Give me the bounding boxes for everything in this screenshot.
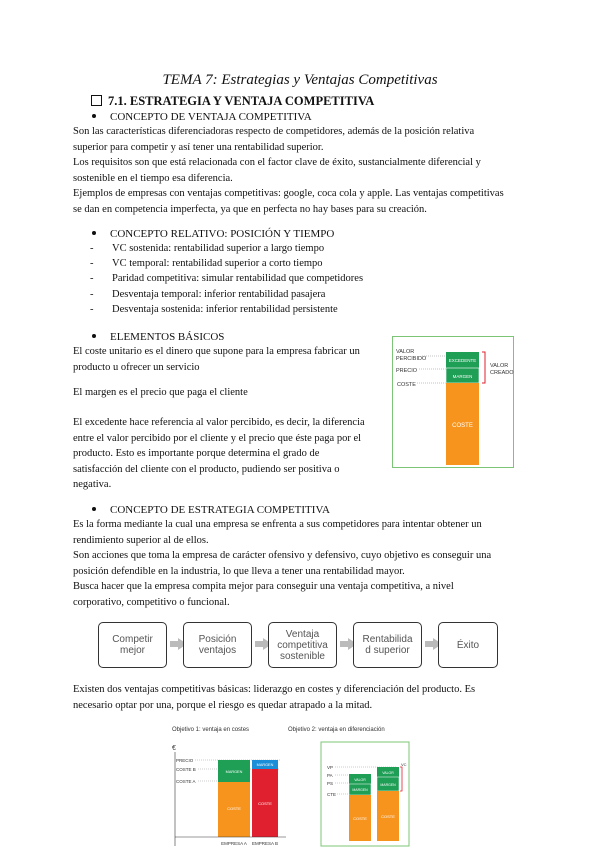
label-1-coste: COSTE	[353, 816, 367, 821]
label-b-coste: COSTE	[258, 801, 272, 806]
label-a-coste: COSTE	[227, 806, 241, 811]
label-coste-a: COSTE A	[176, 779, 196, 784]
bullet-icon	[92, 231, 96, 235]
bullet-heading-3: ELEMENTOS BÁSICOS	[92, 331, 224, 343]
paragraph-3b: El margen es el precio que paga el cliente	[73, 387, 248, 398]
paragraph-3c: El excedente hace referencia al valor percibido, es decir, la diferencia entre el valor percibido por el cliente y el precio que éste paga por el producto. Esto es importante porque determina el grado de satisfacción del cliente con el producto, pudiendo ser positiva o negativa.	[73, 417, 365, 491]
paragraph-4: Es la forma mediante la cual una empresa se enfrenta a sus competidores para intentar obtener un rendimiento superior al de ellos. Son acciones que toma la empresa de carácter ofensivo y defensivo, cuyo objetivo es conseguir una posición defendible en la industria, lo que lleva a tener una rentabilidad mayor. Busca hacer que la empresa compita mejor para conseguir una ventaja competitiva, a nivel corporativo, competitivo o funcional.	[73, 519, 492, 608]
label-excedente: EXCEDENTE	[448, 358, 477, 363]
label-empresa-b: EMPRESA B	[251, 841, 279, 846]
label-1-valor: VALOR	[354, 778, 366, 782]
label-2-coste: COSTE	[381, 814, 395, 819]
paragraph-1: Son las características diferenciadoras respecto de competidores, además de la posición relativa superior para competir y así tener una rentabilidad superior. Los requisitos son que está relacionada con el factor clave de éxito, sustancialmente diferencial y sostenible en el tiempo esa diferencia. Ejemplos de empresas con ventajas competitivas: google, coca cola y apple. Las ventajas competitivas se dan en competencia imperfecta, ya que en perfecta no hay bases para su creación.	[73, 126, 504, 215]
dash-list	[90, 241, 363, 317]
label-a-margen: MARGEN	[225, 770, 243, 774]
label-precio: PRECIO	[396, 368, 418, 374]
bullet-heading-2: CONCEPTO RELATIVO: POSICIÓN Y TIEMPO	[92, 228, 334, 240]
label-coste-left: COSTE	[397, 382, 416, 388]
objective-1-title: Objetivo 1: ventaja en costes	[172, 727, 250, 733]
objective-1-chart	[168, 722, 298, 848]
flow-step-5: Éxito	[438, 622, 498, 668]
page-title: TEMA 7: Estrategias y Ventajas Competitivas	[162, 72, 438, 88]
label-2-margen: MARGEN	[380, 783, 396, 787]
section-heading: 7.1. ESTRATEGIA Y VENTAJA COMPETITIVA	[91, 94, 374, 109]
objective-2-title: Objetivo 2: ventaja en diferenciación	[288, 727, 385, 733]
label-coste-b: COSTE B	[176, 767, 196, 772]
bullet-icon	[92, 334, 96, 338]
label-valor-right: VALOR	[490, 363, 509, 369]
label-b-margen: MARGEN	[256, 763, 274, 767]
flow-step-2: Posición ventajos	[183, 622, 252, 668]
label-percibido: PERCIBIDO	[396, 356, 427, 362]
label-pa: PA	[327, 773, 333, 778]
label-cte: CTE	[327, 792, 336, 797]
objective-2-chart	[285, 722, 415, 848]
paragraph-5: Existen dos ventajas competitivas básicas: liderazgo en costes y diferenciación del producto. Es necesario optar por una, porque el riesgo es quedar atrapado a la mitad.	[73, 684, 476, 711]
label-coste: COSTE	[452, 423, 473, 429]
list-item: - Desventaja sostenida: inferior rentabilidad persistente	[90, 303, 338, 315]
label-empresa-a: EMPRESA A	[221, 841, 247, 846]
bullet-heading-1: CONCEPTO DE VENTAJA COMPETITIVA	[92, 111, 312, 123]
label-margen: MARGEN	[452, 374, 473, 379]
value-chart-figure	[392, 336, 514, 468]
list-item: - Desventaja temporal: inferior rentabilidad pasajera	[90, 288, 326, 300]
bullet-icon	[92, 114, 96, 118]
label-vp: VP	[327, 765, 334, 770]
bullet-heading-4: CONCEPTO DE ESTRATEGIA COMPETITIVA	[92, 504, 330, 516]
label-precio: PRECIO	[176, 758, 194, 763]
list-item: - Paridad competitiva: simular rentabilidad que competidores	[90, 273, 364, 285]
paragraph-3a: El coste unitario es el dinero que supone para la empresa fabricar un producto u ofrecer un servicio	[73, 346, 360, 373]
label-vc: VC	[401, 762, 407, 767]
flow-step-3: Ventaja competitiva sostenible	[268, 622, 337, 668]
euro-axis-label: €	[172, 745, 176, 752]
checkbox-icon	[91, 95, 102, 106]
label-2-valor: VALOR	[382, 771, 394, 775]
flow-step-1: Competir mejor	[98, 622, 167, 668]
label-ps: PS	[327, 781, 334, 786]
flow-step-4: Rentabilida d superior	[353, 622, 422, 668]
label-valor: VALOR	[396, 349, 415, 355]
label-1-margen: MARGEN	[352, 788, 368, 792]
bullet-icon	[92, 507, 96, 511]
list-item: - VC sostenida: rentabilidad superior a largo tiempo	[90, 243, 325, 254]
label-creado: CREADO	[490, 370, 514, 376]
list-item: - VC temporal: rentabilidad superior a corto tiempo	[90, 258, 323, 270]
